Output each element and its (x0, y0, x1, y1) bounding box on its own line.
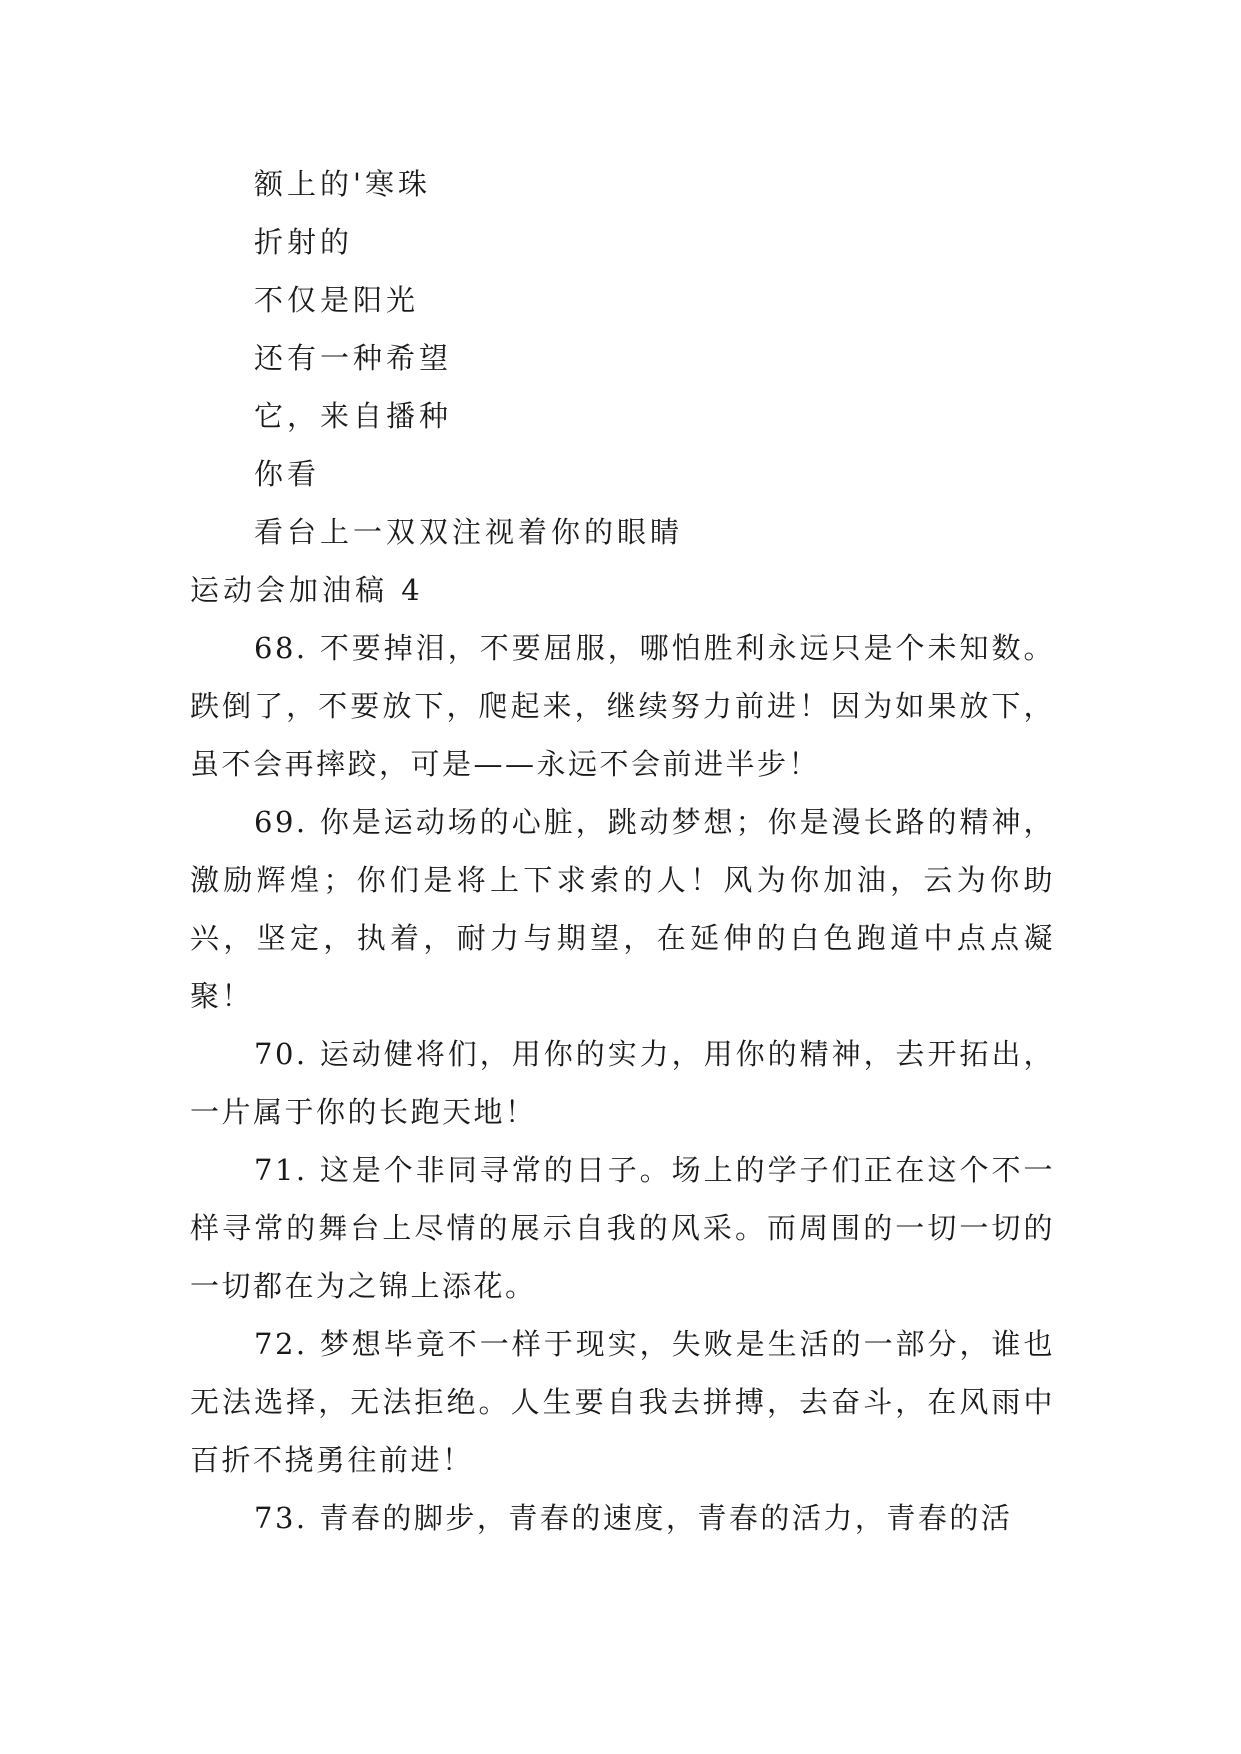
poem-line: 它，来自播种 (254, 399, 453, 433)
poem-line: 不仅是阳光 (254, 283, 420, 317)
paragraph-69: 69. 你是运动场的心脏，跳动梦想；你是漫长路的精神，激励辉煌；你们是将上下求索的人！风为你加油，云为你助兴，坚定，执着，耐力与期望，在延伸的白色跑道中点点凝聚！ (190, 805, 1055, 1013)
document-content (190, 155, 1055, 1547)
paragraph-68: 68. 不要掉泪，不要屈服，哪怕胜利永远只是个未知数。跌倒了，不要放下，爬起来，继续努力前进！因为如果放下，虽不会再摔跤，可是——永远不会前进半步！ (190, 631, 1055, 781)
section-heading: 运动会加油稿 4 (190, 573, 424, 607)
paragraph-70: 70. 运动健将们，用你的实力，用你的精神，去开拓出，一片属于你的长跑天地！ (190, 1037, 1055, 1129)
paragraph-71: 71. 这是个非同寻常的日子。场上的学子们正在这个不一样寻常的舞台上尽情的展示自我的风采。而周围的一切一切的一切都在为之锦上添花。 (190, 1153, 1055, 1303)
poem-line: 看台上一双双注视着你的眼睛 (254, 515, 684, 549)
paragraph-72: 72. 梦想毕竟不一样于现实，失败是生活的一部分，谁也无法选择，无法拒绝。人生要自我去拼搏，去奋斗，在风雨中百折不挠勇往前进！ (190, 1327, 1055, 1477)
poem-line: 折射的 (254, 225, 354, 259)
paragraph-73: 73. 青春的脚步，青春的速度，青春的活力，青春的活 (254, 1501, 1013, 1535)
poem-line: 你看 (254, 457, 321, 491)
poem-line: 还有一种希望 (254, 341, 453, 375)
poem-line: 额上的'寒珠 (254, 167, 431, 201)
